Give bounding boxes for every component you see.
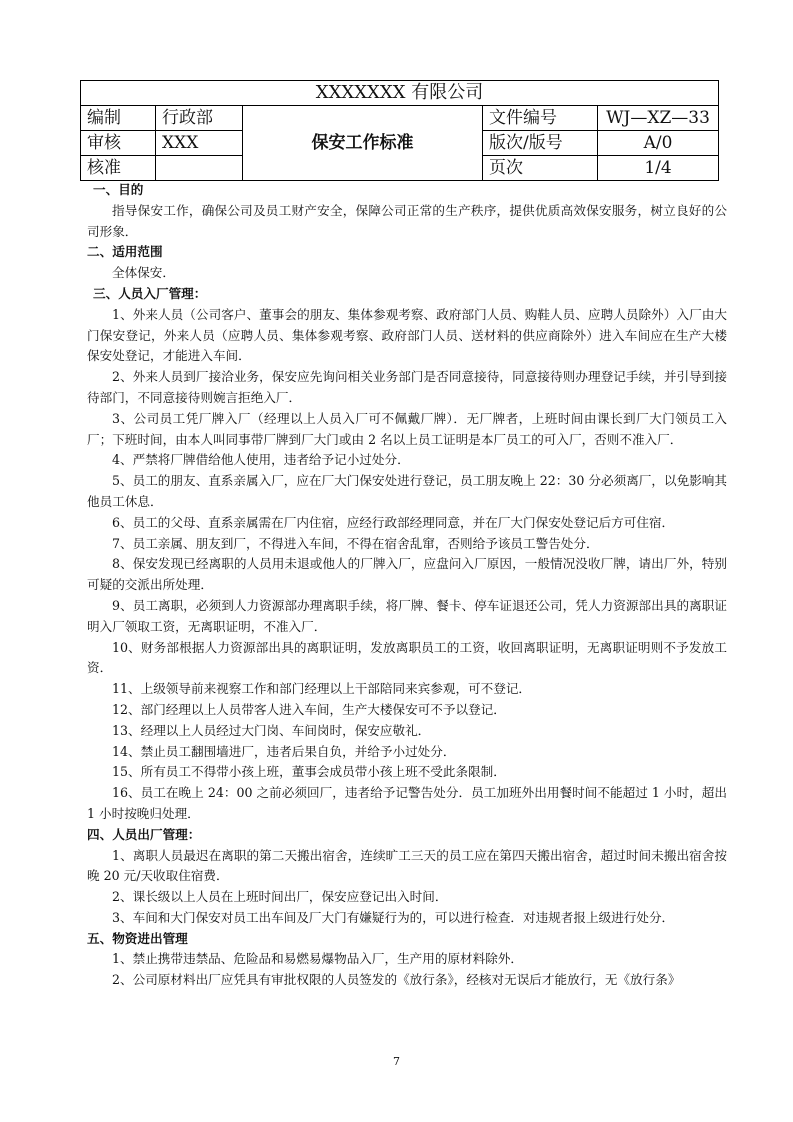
- version-label: 版次/版号: [483, 131, 598, 156]
- paragraph: 9、员工离职，必须到人力资源部办理离职手续，将厂牌、餐卡、停车证退还公司，凭人力资源部出具的离职证明入厂领取工资，无离职证明，不准入厂．: [87, 597, 727, 634]
- paragraph: 2、外来人员到厂接洽业务，保安应先询问相关业务部门是否同意接待，同意接待则办理登记手续，并引导到接待部门，不同意接待则婉言拒绝入厂．: [87, 369, 727, 405]
- section-heading: 三、人员入厂管理：: [93, 285, 207, 301]
- reviewed-by-label: 审核: [81, 131, 156, 156]
- reviewed-by-value: XXX: [156, 131, 243, 156]
- paragraph: 指导保安工作，确保公司及员工财产安全，保障公司正常的生产秩序，提供优质高效保安服务，树立良好的公司形象．: [87, 202, 727, 239]
- compiled-by-value: 行政部: [156, 106, 243, 131]
- document-title: 保安工作标准: [243, 106, 483, 181]
- approved-by-value: [156, 156, 243, 181]
- compiled-by-label: 编制: [81, 106, 156, 131]
- paragraph: 10、财务部根据人力资源部出具的离职证明，发放离职员工的工资，收回离职证明，无离职证明则不予发放工资．: [87, 639, 727, 676]
- approved-by-label: 核准: [81, 156, 156, 181]
- paragraph: 1、禁止携带违禁品、危险品和易燃易爆物品入厂，生产用的原材料除外．: [112, 951, 524, 967]
- paragraph: 14、禁止员工翻围墙进厂，违者后果自负，并给予小过处分．: [112, 743, 456, 759]
- section-heading: 一、目的: [93, 182, 144, 197]
- page-count-label: 页次: [483, 156, 598, 181]
- paragraph: 3、车间和大门保安对员工出车间及厂大门有嫌疑行为的，可以进行检查．对违规者报上级进行处分．: [112, 909, 675, 925]
- company-name: XXXXXXX 有限公司: [81, 81, 719, 106]
- section-heading: 二、适用范围: [87, 244, 163, 260]
- paragraph: 12、部门经理以上人员带客人进入车间，生产大楼保安可不予以登记．: [112, 701, 506, 717]
- paragraph: 8、保安发现已经离职的人员用未退或他人的厂牌入厂，应盘问入厂原因，一般情况没收厂牌，请出厂外，特别可疑的交派出所处理．: [87, 556, 727, 593]
- document-header-table: [80, 80, 719, 181]
- paragraph: 2、课长级以上人员在上班时间出厂，保安应登记出入时间．: [112, 889, 448, 905]
- page-count-value: 1/4: [598, 156, 719, 181]
- document-number-value: WJ—XZ—33: [598, 106, 719, 131]
- paragraph: 6、员工的父母、直系亲属需在厂内住宿，应经行政部经理同意，并在厂大门保安处登记后方可住宿．: [112, 514, 675, 530]
- page-number: 7: [393, 1055, 400, 1068]
- section-heading: 五、物资进出管理: [87, 930, 188, 946]
- document-number-label: 文件编号: [483, 106, 598, 131]
- section-heading: 四、人员出厂管理：: [87, 826, 201, 842]
- paragraph: 1、外来人员（公司客户、董事会的朋友、集体参观考察、政府部门人员、购鞋人员、应聘人员除外）入厂由大门保安登记，外来人员（应聘人员、集体参观考察、政府部门人员、送材料的供应商除外）进入车间应在生产大楼保安处登记，才能进入车间．: [87, 306, 727, 364]
- paragraph: 5、员工的朋友、直系亲属入厂，应在厂大门保安处进行登记，员工朋友晚上 22：30 分必须离厂，以免影响其他员工休息．: [87, 473, 727, 509]
- version-value: A/0: [598, 131, 719, 156]
- paragraph: 4、严禁将厂牌借给他人使用，违者给予记小过处分．: [112, 452, 410, 468]
- paragraph: 11、上级领导前来视察工作和部门经理以上干部陪同来宾参观，可不登记．: [112, 681, 532, 697]
- paragraph: 15、所有员工不得带小孩上班，董事会成员带小孩上班不受此条限制．: [112, 764, 506, 780]
- paragraph: 全体保安．: [112, 265, 175, 281]
- paragraph: 3、公司员工凭厂牌入厂（经理以上人员入厂可不佩戴厂牌）．无厂牌者，上班时间由课长到厂大门领员工入厂；下班时间，由本人叫同事带厂牌到厂大门或由 2 名以上员工证明是本厂员工的可入厂，否则不准入厂．: [87, 410, 727, 447]
- paragraph: 1、离职人员最迟在离职的第二天搬出宿舍，连续旷工三天的员工应在第四天搬出宿舍，超过时间未搬出宿舍按晚 20 元/天收取住宿费．: [87, 847, 727, 884]
- paragraph: 7、员工亲属、朋友到厂，不得进入车间，不得在宿舍乱窜，否则给予该员工警告处分．: [112, 535, 599, 551]
- paragraph: 16、员工在晚上 24：00 之前必须回厂，违者给予记警告处分．员工加班外出用餐时间不能超过 1 小时，超出 1 小时按晚归处理．: [87, 785, 727, 821]
- paragraph: 13、经理以上人员经过大门岗、车间岗时，保安应敬礼．: [112, 722, 431, 738]
- paragraph: 2、公司原材料出厂应凭具有审批权限的人员签发的《放行条》，经核对无误后才能放行，无《放行条》: [112, 972, 681, 988]
- document-body: [87, 180, 727, 991]
